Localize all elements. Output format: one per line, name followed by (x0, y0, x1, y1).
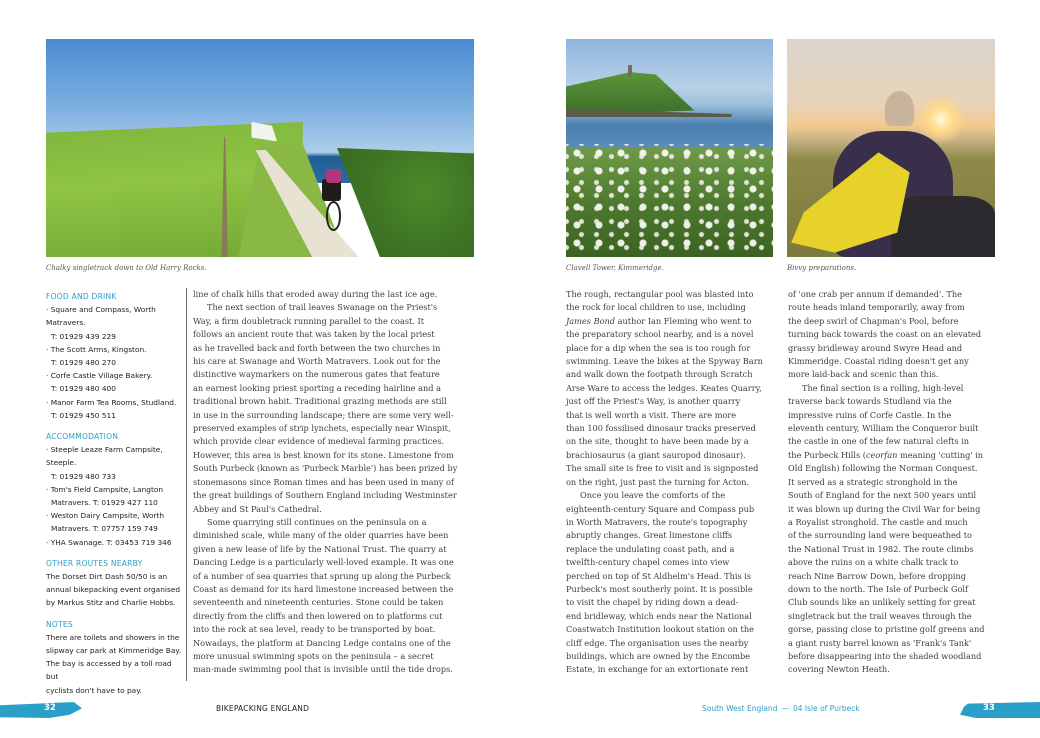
body-text-line: eleventh century, William the Conqueror built (788, 423, 979, 434)
accommodation-item: · Weston Dairy Campsite, Worth Matravers. T: 07757 159 749 (46, 511, 165, 534)
body-text-line: South of England for the next 500 years until (788, 490, 977, 501)
body-text-line: directly from the cliffs and then lowered on to platforms cut (193, 610, 443, 621)
body-text-line: above the ruins on a white chalk track to (788, 557, 959, 568)
photo-bobble-hat (885, 91, 914, 126)
other-routes-heading: OTHER ROUTES NEARBY (46, 558, 143, 568)
body-column-3 (788, 288, 998, 677)
body-text-line: that is well worth a visit. There are more (566, 409, 737, 420)
notes-text: There are toilets and showers in the (46, 632, 180, 642)
body-text-line: Coastwatch Institution lookout station on the (566, 624, 754, 635)
body-text-line: distinctive waymarkers on the numerous gates that feature (193, 369, 440, 380)
body-text-line: follows an ancient route that was taken by the local priest (193, 329, 435, 340)
body-text-line: it was blown up during the Civil War for being (788, 503, 981, 514)
body-column-2 (566, 288, 776, 677)
body-text-line: Coast as demand for its hard limestone increased between the (193, 583, 454, 594)
body-text-line: on the right, just past the turning for Acton. (566, 476, 750, 487)
photo-legs (891, 196, 995, 257)
body-text-line: twelfth-century chapel comes into view (566, 557, 730, 568)
body-text-line: Purbeck's most southerly point. It is possible (566, 583, 753, 594)
body-text-line: The next section of trail leaves Swanage on the Priest's (207, 302, 438, 313)
page-number-brush-right (960, 702, 1040, 718)
photo-cyclist (316, 165, 350, 230)
body-text-line: Once you leave the comforts of the (580, 490, 726, 501)
body-text-line: However, this area is best known for its stone. Limestone from (193, 449, 454, 460)
body-text-line: The final section is a rolling, high-level (802, 382, 964, 393)
body-text-line: before disappearing into the shaded woodland (788, 650, 982, 661)
body-text-line: swimming. Leave the bikes at the Spyway Barn (566, 356, 763, 367)
body-text-line: route heads inland temporarily, away from (788, 302, 965, 313)
page-number-right: 33 (983, 703, 995, 713)
body-text-line: in Worth Matravers, the route's topography (566, 516, 748, 527)
notes-text: slipway car park at Kimmeridge Bay. (46, 646, 182, 656)
body-text-line: and walk down the footpath through Scratch (566, 369, 753, 380)
body-text-line: the Purbeck Hills (ceorfan meaning 'cutting' in (788, 449, 984, 460)
separator: — (781, 704, 789, 713)
body-text-line: seventeenth and nineteenth centuries. Stone could be taken (193, 597, 444, 608)
body-text-line: It served as a strategic stronghold in the (788, 476, 958, 487)
body-text-line: just off the Priest's Way, is another quarry (566, 396, 741, 407)
body-text-line: more laid-back and scenic than this. (788, 369, 939, 380)
body-text-line: a giant rusty barrel known as 'Frank's Tank' (788, 637, 972, 648)
body-text-line: as he travelled back and forth between the two churches in (193, 342, 441, 353)
body-text-line: turning back towards the coast on an elevated (788, 329, 982, 340)
body-text-line: preserved examples of strip lynchets, especially near Winspit, (193, 423, 451, 434)
body-text-line: into the rock at sea level, ready to be transported by boat. (193, 624, 436, 635)
info-sidebar (46, 290, 186, 705)
body-text-line: eighteenth-century Square and Compass pub (566, 503, 755, 514)
food-and-drink-section (46, 290, 186, 422)
body-text-line: traverse back towards Studland via the (788, 396, 952, 407)
body-text-line: traditional brown habit. Traditional grazing methods are still (193, 396, 447, 407)
body-text-line: line of chalk hills that eroded away during the last ice age. (193, 289, 438, 299)
body-text-line: to visit the chapel by riding down a dead- (566, 597, 739, 608)
photo-caption-1: Chalky singletrack down to Old Harry Rocks. (46, 264, 207, 272)
accommodation-item: · Tom's Field Campsite, Langton Matravers. T: 01929 427 110 (46, 484, 164, 508)
body-text-line: The rough, rectangular pool was blasted into (566, 289, 754, 299)
body-text-line: abruptly changes. Great limestone cliffs (566, 530, 733, 541)
body-text-line: gorse, passing close to pristine golf greens and (788, 624, 985, 635)
body-text-line: the deep swirl of Chapman's Pool, before (788, 315, 959, 326)
body-text-line: Estate, in exchange for an extortionate rent (566, 664, 749, 675)
italic-term: ceorfan (865, 449, 898, 460)
body-text-line: given a new lease of life by the National Trust. The quarry at (193, 543, 447, 554)
photo-caption-3: Bivvy preparations. (787, 264, 857, 272)
food-item: · Corfe Castle Village Bakery. T: 01929 480 400 (46, 371, 153, 394)
chapter-running-head (702, 704, 860, 713)
body-text-line: impressive ruins of Corfe Castle. In the (788, 409, 952, 420)
body-column-1 (193, 288, 478, 677)
body-text-line: stonemasons since Roman times and has been used in many of (193, 476, 454, 487)
body-text-line: of a number of sea quarries that sprung up along the Purbeck (193, 570, 451, 581)
body-text-line: singletrack but the trail weaves through the (788, 610, 972, 621)
body-text-line: the castle in one of the few natural clefts in (788, 436, 970, 447)
food-item: · The Scott Arms, Kingston. T: 01929 480 270 (46, 344, 147, 368)
page-number-left: 32 (44, 703, 56, 713)
body-text-line: in use in the surrounding landscape; there are some very well- (193, 409, 454, 420)
other-routes-text: The Dorset Dirt Dash 50/50 is an (46, 572, 168, 582)
accommodation-heading: ACCOMMODATION (46, 432, 119, 442)
body-text-line: man-made swimming pool that is invisible until the tide drops. (193, 664, 453, 675)
body-text-line: his care at Swanage and Worth Matravers. Look out for the (193, 356, 441, 367)
page-number-brush-left (0, 702, 82, 718)
body-text-line: Nowadays, the platform at Dancing Ledge contains one of the (193, 637, 451, 648)
body-text-line: buildings, which are owned by the Encombe (566, 650, 751, 661)
body-text-line: down to the north. The Isle of Purbeck Golf (788, 583, 969, 594)
other-routes-text: by Markus Stitz and Charlie Hobbs. (46, 598, 176, 608)
food-and-drink-heading: FOOD AND DRINK (46, 292, 117, 301)
body-text-line: Kimmeridge. Coastal riding doesn't get any (788, 356, 969, 367)
body-text-line: replace the undulating coast path, and a (566, 543, 735, 554)
sidebar-divider (186, 288, 187, 681)
body-text-line: diminished scale, while many of the older quarries have been (193, 530, 449, 541)
book-title: BIKEPACKING ENGLAND (216, 704, 310, 713)
food-item: · Manor Farm Tea Rooms, Studland. T: 01929 450 511 (46, 397, 177, 420)
accommodation-item: · Steeple Leaze Farm Campsite, Steeple. T: 01929 480 733 (46, 445, 163, 481)
chapter-label: 04 Isle of Purbeck (792, 704, 860, 713)
notes-text: The bay is accessed by a toll road but (46, 659, 172, 682)
body-text-line: end bridleway, which ends near the National (566, 610, 752, 621)
body-text-line: place for a dip when the sea is too rough for (566, 342, 751, 353)
italic-title: James Bond (566, 315, 616, 326)
body-text-line: the rock for local children to use, including (566, 302, 746, 313)
body-text-line: Dancing Ledge is a particularly well-loved example. It was one (193, 557, 454, 568)
photo-caption-2: Clavell Tower, Kimmeridge. (566, 264, 664, 272)
body-text-line: more unusual swimming spots on the peninsula – a secret (193, 650, 434, 661)
body-text-line: South Purbeck (known as 'Purbeck Marble') has been prized by (193, 463, 458, 474)
body-text-line: the National Trust in 1982. The route climbs (788, 543, 974, 554)
body-text-line: Some quarrying still continues on the peninsula on a (207, 516, 427, 527)
body-text-line: grassy bridleway around Swyre Head and (788, 342, 963, 353)
body-text-line: which provide clear evidence of medieval farming practices. (193, 436, 445, 447)
body-text-line: of the surrounding land were bequeathed to (788, 530, 972, 541)
other-routes-section (46, 557, 186, 610)
photo-old-harry-rocks-singletrack (46, 39, 474, 257)
body-text-line: James Bond author Ian Fleming who went to (566, 315, 752, 326)
body-text-line: than 100 fossilised dinosaur tracks preserved (566, 423, 756, 434)
region-label: South West England (702, 704, 778, 713)
accommodation-section (46, 430, 186, 549)
body-text-line: brachiosaurus (a giant sauropod dinosaur). (566, 449, 746, 460)
body-text-line: perched on top of St Aldhelm's Head. This is (566, 570, 752, 581)
body-text-line: Old English) following the Norman Conquest. (788, 463, 978, 474)
other-routes-text: annual bikepacking event organised (46, 585, 181, 595)
body-text-line: the great buildings of Southern England including Westminster (193, 490, 457, 501)
body-text-line: an earnest looking priest sporting a receding hairline and a (193, 382, 441, 393)
body-text-line: the preparatory school nearby, and is a novel (566, 329, 754, 340)
body-text-line: of 'one crab per annum if demanded'. The (788, 289, 962, 299)
notes-heading: NOTES (46, 619, 73, 629)
body-text-line: a Royalist stronghold. The castle and much (788, 516, 968, 527)
photo-flowers (566, 144, 773, 257)
photo-clavell-tower (566, 39, 773, 257)
notes-section (46, 618, 186, 697)
body-text-line: The small site is free to visit and is signposted (566, 463, 759, 474)
body-text-line: reach Nine Barrow Down, before dropping (788, 570, 966, 581)
notes-text: cyclists don't have to pay. (46, 685, 142, 695)
body-text-line: Arse Ware to access the ledges. Keates Quarry, (566, 382, 762, 393)
body-text-line: on the site, thought to have been made by a (566, 436, 749, 447)
body-text-line: cliff edge. The organisation uses the nearby (566, 637, 749, 648)
photo-tower (628, 65, 632, 76)
photo-bivvy (787, 39, 995, 257)
food-item: · Square and Compass, Worth Matravers. T: 01929 439 229 (46, 305, 156, 341)
body-text-line: covering Newton Heath. (788, 664, 890, 675)
body-text-line: Way, a firm doubletrack running parallel to the coast. It (193, 315, 425, 326)
body-text-line: Club sounds like an unlikely setting for great (788, 597, 976, 608)
body-text-line: Abbey and St Paul's Cathedral. (193, 503, 322, 514)
accommodation-item: · YHA Swanage. T: 03453 719 346 (46, 537, 172, 547)
